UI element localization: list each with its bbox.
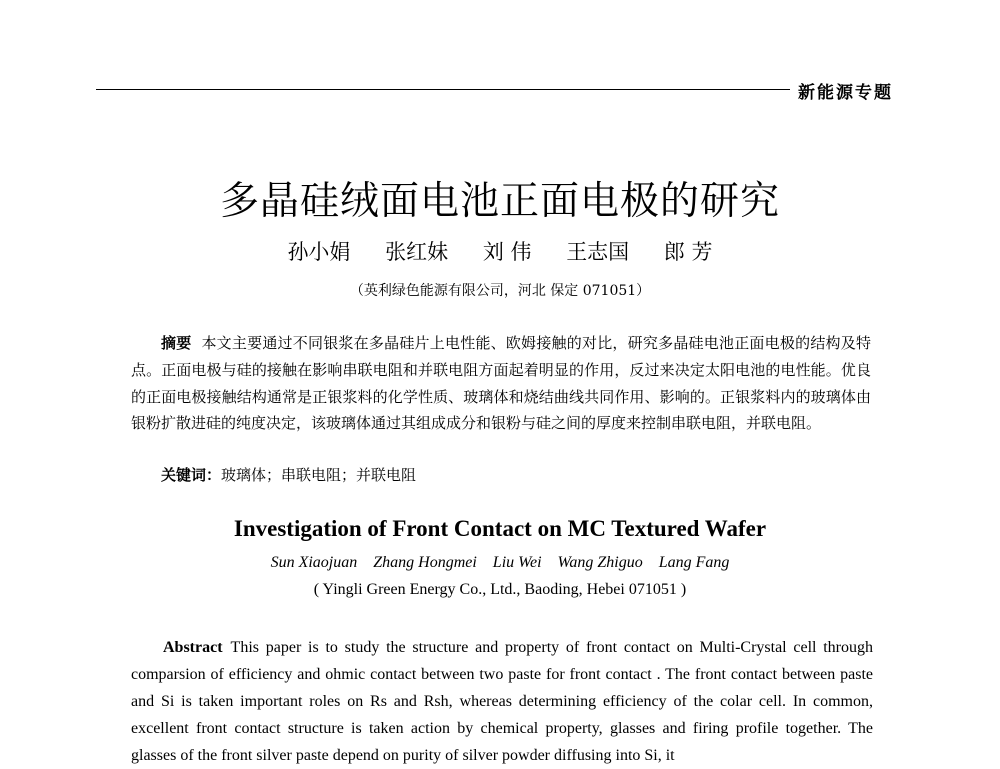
english-author: Wang Zhiguo	[557, 554, 643, 571]
chinese-affiliation: （英利绿色能源有限公司，河北 保定 071051）	[349, 283, 651, 299]
english-author: Sun Xiaojuan	[270, 554, 358, 571]
header-rule	[96, 89, 790, 90]
chinese-authors	[0, 236, 1000, 266]
chinese-author: 孙小娟	[287, 240, 351, 264]
english-affiliation: ( Yingli Green Energy Co., Ltd., Baoding, Hebei 071051 )	[313, 581, 687, 598]
chinese-author: 刘 伟	[482, 240, 532, 264]
chinese-keywords-label: 关键词：	[161, 466, 222, 484]
chinese-abstract	[131, 330, 871, 437]
chinese-author: 张红妹	[385, 240, 449, 264]
chinese-abstract-text: 本文主要通过不同银浆在多晶硅片上电性能、欧姆接触的对比，研究多晶硅电池正面电极的结构及特点。正面电极与硅的接触在影响串联电阻和并联电阻方面起着明显的作用，反过来决定太阳电池的电性能。优良的正面电极接触结构通常是正银浆料的化学性质、玻璃体和烧结曲线共同作用、影响的。正银浆料内的玻璃体由银粉扩散进硅的纯度决定，该玻璃体通过其组成成分和银粉与硅之间的厚度来控制串联电阻，并联电阻。	[131, 334, 871, 433]
chinese-keywords-text: 玻璃体；串联电阻；并联电阻	[221, 466, 417, 484]
english-author: Liu Wei	[492, 554, 542, 571]
chinese-author: 郎 芳	[663, 240, 713, 264]
english-authors	[0, 554, 1000, 572]
chinese-title: 多晶硅绒面电池正面电极的研究	[219, 179, 780, 224]
chinese-keywords	[161, 464, 416, 485]
chinese-author: 王志国	[566, 240, 630, 264]
english-abstract-label: Abstract	[163, 639, 223, 656]
english-title: Investigation of Front Contact on MC Textured Wafer	[233, 516, 767, 541]
english-abstract	[131, 634, 873, 769]
english-abstract-text: This paper is to study the structure and property of front contact on Multi-Crystal cell through comparsion of efficiency and ohmic contact between two paste for front contact . The front contact between paste and Si is taken important roles on Rs and Rsh, whereas determining efficiency of the colar cell. In common, excellent front contact structure is taken action by chemical property, glasses and firing profile together. The glasses of the front silver paste depend on purity of silver powder diffusing into Si, it	[131, 639, 873, 764]
section-label: 新能源专题	[798, 83, 893, 103]
english-author: Lang Fang	[658, 554, 730, 571]
english-author: Zhang Hongmei	[373, 554, 477, 571]
chinese-abstract-label: 摘要	[161, 334, 192, 352]
